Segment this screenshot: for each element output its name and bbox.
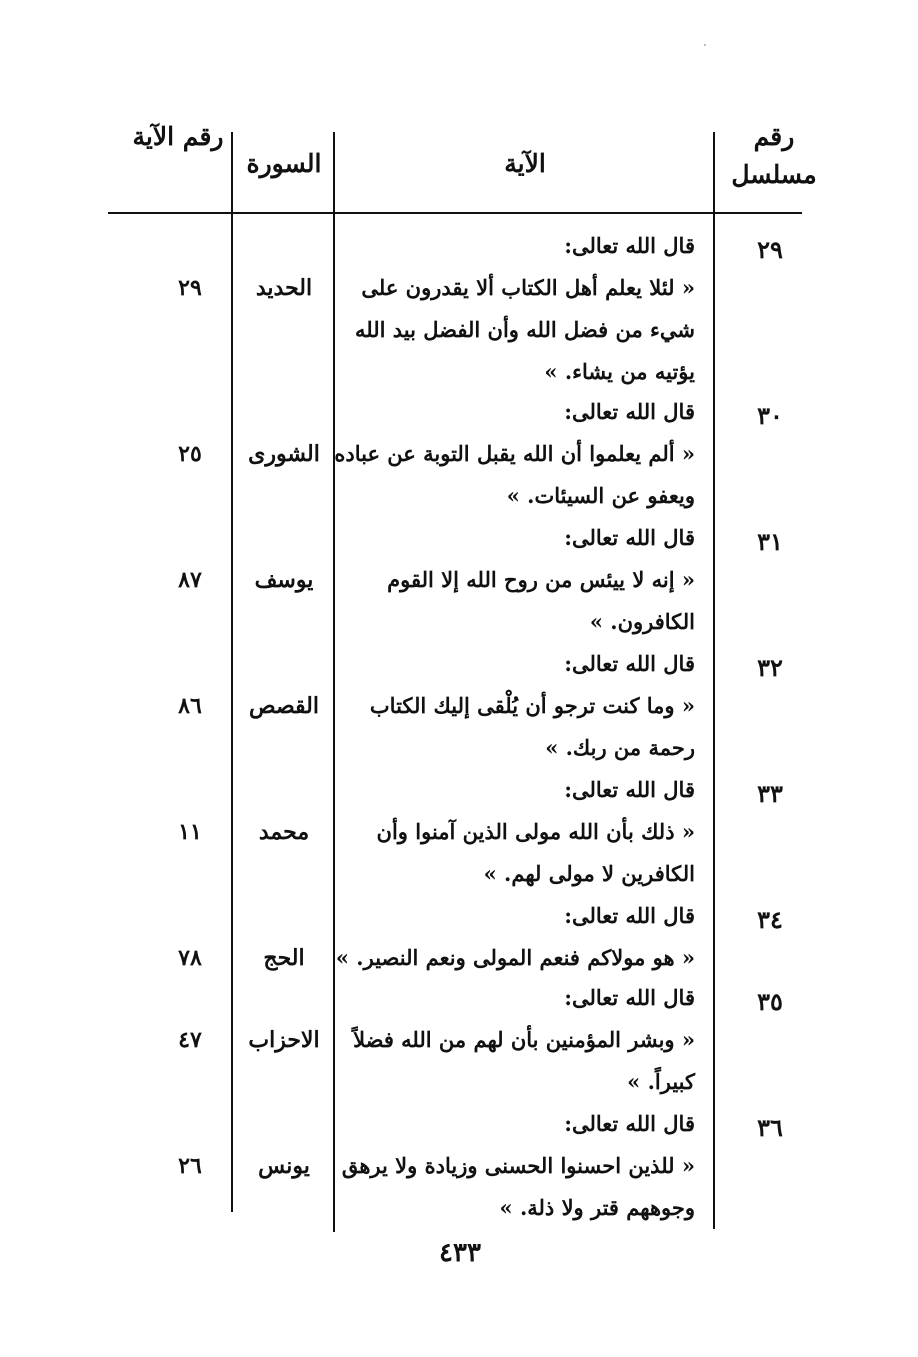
verse-text-line: « للذين احسنوا الحسنى وزيادة ولا يرهق <box>341 1153 695 1178</box>
verse-text-line: وجوههم قتر ولا ذلة. » <box>499 1195 695 1220</box>
verse-intro: قال الله تعالى: <box>564 777 695 802</box>
surah-name: الشورى <box>248 441 320 467</box>
verse-intro: قال الله تعالى: <box>564 1111 695 1136</box>
verse-text-line: « إنه لا ييئس من روح الله إلا القوم <box>387 567 695 592</box>
serial-number: ٣٤ <box>757 905 783 934</box>
verse-intro: قال الله تعالى: <box>564 985 695 1010</box>
ayah-number: ٨٧ <box>178 567 202 593</box>
ayah-number: ٤٧ <box>178 1027 202 1053</box>
verse-text-line: « وما كنت ترجو أن يُلْقى إليك الكتاب <box>369 693 695 718</box>
verse-text-line: ويعفو عن السيئات. » <box>506 483 695 508</box>
ayah-number: ٧٨ <box>178 945 202 971</box>
verse-text-line: الكافرون. » <box>589 609 695 634</box>
surah-name: يونس <box>258 1153 310 1179</box>
surah-name: الحج <box>263 945 305 971</box>
serial-number: ٢٩ <box>757 235 783 264</box>
ayah-number: ٨٦ <box>178 693 202 719</box>
verse-text-line: « ذلك بأن الله مولى الذين آمنوا وأن <box>376 819 695 844</box>
serial-number: ٣٢ <box>757 653 783 682</box>
verse-text-line: يؤتيه من يشاء. » <box>544 359 695 384</box>
ayah-number: ٢٩ <box>178 275 202 301</box>
verse-text-line: « وبشر المؤمنين بأن لهم من الله فضلاً <box>353 1027 695 1052</box>
header-verse: الآية <box>504 149 546 178</box>
ayah-number: ١١ <box>178 819 202 845</box>
verse-text-line: « لئلا يعلم أهل الكتاب ألا يقدرون على <box>361 275 695 300</box>
verse-intro: قال الله تعالى: <box>564 233 695 258</box>
ayah-number: ٢٦ <box>178 1153 202 1179</box>
verse-text-line: شيء من فضل الله وأن الفضل بيد الله <box>355 317 695 342</box>
serial-number: ٣٦ <box>757 1113 783 1142</box>
column-divider-verse <box>333 132 335 1232</box>
serial-number: ٣١ <box>757 527 783 556</box>
column-divider-serial <box>713 132 715 219</box>
column-divider-surah <box>231 132 233 1212</box>
surah-name: محمد <box>258 819 310 845</box>
verse-text-line: رحمة من ربك. » <box>545 735 695 760</box>
surah-name: الحديد <box>255 275 313 301</box>
verse-intro: قال الله تعالى: <box>564 651 695 676</box>
verse-intro: قال الله تعالى: <box>564 903 695 928</box>
print-speck <box>704 44 706 46</box>
column-divider-serial-body <box>713 214 715 1229</box>
verse-text-line: كبيراً. » <box>627 1069 695 1094</box>
verse-text-line: « ألم يعلموا أن الله يقبل التوبة عن عباده <box>334 441 695 466</box>
header-serial-number: رقم مسلسل <box>731 122 817 189</box>
surah-name: القصص <box>249 693 319 719</box>
surah-name: يوسف <box>254 567 314 593</box>
verse-intro: قال الله تعالى: <box>564 399 695 424</box>
serial-number: ٣٠ <box>757 401 783 430</box>
header-ayah-number: رقم الآية <box>132 122 224 151</box>
serial-number: ٣٣ <box>757 779 783 808</box>
serial-number: ٣٥ <box>757 987 783 1016</box>
verse-intro: قال الله تعالى: <box>564 525 695 550</box>
ayah-number: ٢٥ <box>178 441 202 467</box>
header-surah: السورة <box>246 149 322 178</box>
surah-name: الاحزاب <box>248 1027 320 1053</box>
header-rule <box>108 212 802 214</box>
verse-text-line: الكافرين لا مولى لهم. » <box>483 861 695 886</box>
page-number: ٤٣٣ <box>439 1238 481 1268</box>
verse-text-line: « هو مولاكم فنعم المولى ونعم النصير. » <box>335 945 695 970</box>
